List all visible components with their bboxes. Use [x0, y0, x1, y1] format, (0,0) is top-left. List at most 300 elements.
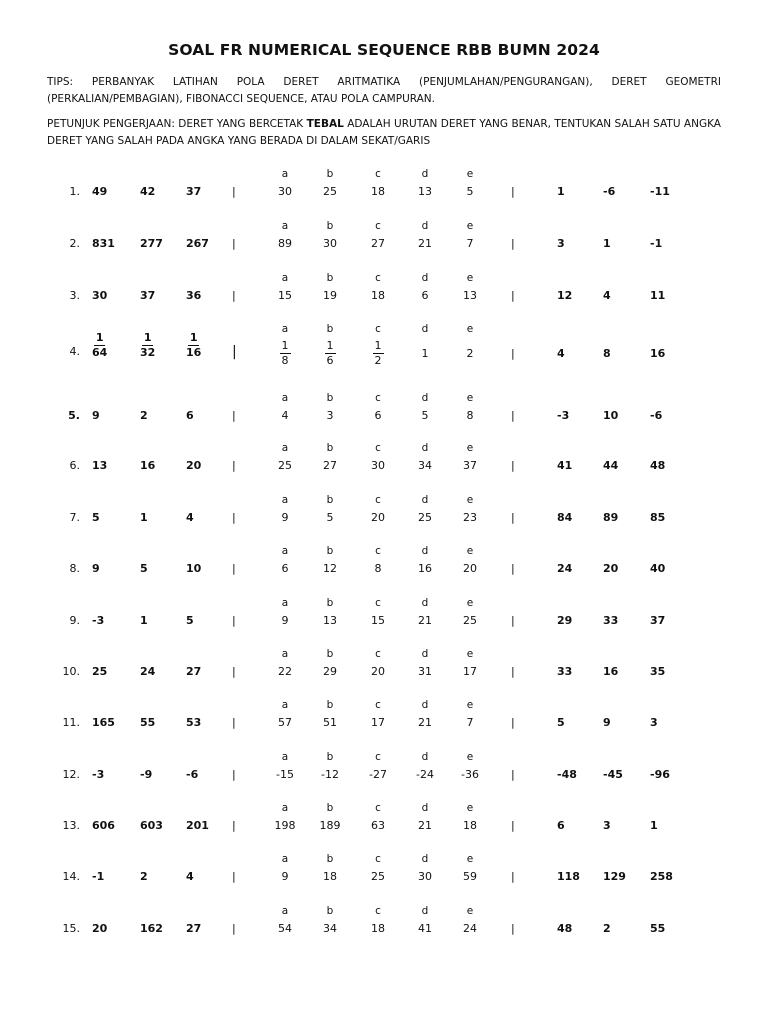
option-letter: d: [421, 699, 429, 711]
problem-row: [0, 853, 768, 903]
option-letter: a: [281, 751, 289, 763]
option-value-fraction: [280, 340, 291, 366]
option-letter: c: [375, 597, 381, 609]
option-letter: e: [466, 751, 474, 763]
option-letter: b: [326, 802, 334, 814]
continuation-term: 84: [557, 511, 573, 524]
option-value: 21: [418, 819, 432, 832]
continuation-term: 16: [650, 347, 666, 360]
problem-number: 8.: [69, 562, 80, 575]
option-value: -15: [276, 768, 294, 781]
option-value: 21: [418, 237, 432, 250]
option-value: 13: [418, 185, 432, 198]
continuation-term: 44: [603, 459, 619, 472]
option-letter: e: [466, 597, 474, 609]
option-letter: c: [375, 648, 381, 660]
problem-row: [0, 494, 768, 544]
sequence-term-numerator: 1: [143, 331, 152, 344]
continuation-term: 3: [557, 237, 565, 250]
continuation-term: 5: [557, 716, 565, 729]
continuation-term: 129: [603, 870, 626, 883]
sequence-term: 1: [140, 614, 148, 627]
option-value: 8: [466, 409, 474, 422]
continuation-term: 89: [603, 511, 619, 524]
sequence-term: 36: [186, 289, 202, 302]
option-value: 18: [463, 819, 477, 832]
continuation-term: 20: [603, 562, 619, 575]
continuation-term: 10: [603, 409, 619, 422]
continuation-term: 40: [650, 562, 666, 575]
sequence-term: 603: [140, 819, 163, 832]
separator-left: |: [232, 409, 236, 422]
option-letter: a: [281, 802, 289, 814]
option-value: 16: [418, 562, 432, 575]
continuation-term: -96: [650, 768, 670, 781]
continuation-term: 258: [650, 870, 673, 883]
option-letter: b: [326, 392, 334, 404]
problem-number: 1.: [69, 185, 80, 198]
problem-number: 2.: [69, 237, 80, 250]
continuation-term: 16: [603, 665, 619, 678]
option-letter: a: [281, 545, 289, 557]
sequence-term: 20: [186, 459, 202, 472]
option-letter: b: [326, 597, 334, 609]
option-value: 41: [418, 922, 432, 935]
continuation-term: 37: [650, 614, 666, 627]
sequence-term: 162: [140, 922, 163, 935]
sequence-term: 267: [186, 237, 209, 250]
option-value: 18: [323, 870, 337, 883]
continuation-term: 118: [557, 870, 580, 883]
option-value: 30: [323, 237, 337, 250]
sequence-term: 5: [92, 511, 100, 524]
problem-row: [0, 220, 768, 270]
problem-number: 12.: [62, 768, 80, 781]
option-value: 51: [323, 716, 337, 729]
instructions-text-after: ADALAH URUTAN DERET YANG BENAR, TENTUKAN SALAH SATU ANGKA DERET YANG SALAH PADA ANGKA YANG BERADA DI DALAM SEKAT/GARIS: [47, 118, 721, 147]
option-letter: e: [466, 905, 474, 917]
separator-left: |: [232, 562, 236, 575]
option-value: 12: [323, 562, 337, 575]
option-value: 34: [323, 922, 337, 935]
option-letter: a: [281, 905, 289, 917]
instructions-text-before: PETUNJUK PENGERJAAN: DERET YANG BERCETAK: [47, 118, 307, 130]
option-letter: d: [421, 802, 429, 814]
continuation-term: 4: [557, 347, 565, 360]
page-title: SOAL FR NUMERICAL SEQUENCE RBB BUMN 2024: [168, 41, 600, 59]
sequence-term: 4: [186, 870, 194, 883]
problem-row: [0, 392, 768, 442]
option-value-fraction: [373, 340, 384, 366]
option-letter: d: [421, 648, 429, 660]
option-value: -36: [461, 768, 479, 781]
option-letter: d: [421, 442, 429, 454]
tips-paragraph: TIPS: PERBANYAK LATIHAN POLA DERET ARITMATIKA (PENJUMLAHAN/PENGURANGAN), DERET GEOMETRI (PERKALIAN/PEMBAGIAN), FIBONACCI SEQUENCE, ATAU POLA CAMPURAN.: [47, 76, 721, 105]
separator-right: |: [511, 511, 515, 524]
continuation-term: 33: [603, 614, 619, 627]
sequence-term: 6: [186, 409, 194, 422]
sequence-term-numerator: 1: [189, 331, 198, 344]
option-value: 4: [281, 409, 289, 422]
option-letter: a: [281, 168, 289, 180]
sequence-term: 5: [140, 562, 148, 575]
option-value: 13: [323, 614, 337, 627]
sequence-term: -9: [140, 768, 153, 781]
option-value: 21: [418, 614, 432, 627]
option-letter: d: [421, 751, 429, 763]
continuation-term: 12: [557, 289, 573, 302]
separator-left: |: [232, 237, 236, 250]
option-value: 25: [278, 459, 292, 472]
sequence-term: 10: [186, 562, 202, 575]
separator-right: |: [511, 768, 515, 781]
continuation-term: 6: [557, 819, 565, 832]
problem-number: 4.: [69, 345, 80, 358]
option-value: 198: [274, 819, 296, 832]
continuation-term: 48: [650, 459, 666, 472]
option-letter: e: [466, 323, 474, 335]
option-letter: e: [466, 220, 474, 232]
continuation-term: 1: [603, 237, 611, 250]
instructions-paragraph: [47, 116, 721, 150]
option-value: 30: [278, 185, 292, 198]
sequence-term: -1: [92, 870, 105, 883]
option-letter: c: [375, 853, 381, 865]
option-letter: c: [375, 392, 381, 404]
option-value-numerator: 1: [326, 339, 334, 352]
sequence-term: 2: [140, 409, 148, 422]
option-letter: a: [281, 853, 289, 865]
option-letter: e: [466, 802, 474, 814]
sequence-term: 49: [92, 185, 108, 198]
option-letter: b: [326, 699, 334, 711]
continuation-term: 9: [603, 716, 611, 729]
option-value-numerator: 1: [281, 339, 289, 352]
option-letter: d: [421, 545, 429, 557]
option-value: 27: [323, 459, 337, 472]
separator-right: |: [511, 716, 515, 729]
continuation-term: 29: [557, 614, 573, 627]
option-letter: a: [281, 442, 289, 454]
option-value-numerator: 1: [374, 339, 382, 352]
option-value: 15: [278, 289, 292, 302]
option-letter: e: [466, 648, 474, 660]
option-letter: d: [421, 905, 429, 917]
option-value: 30: [371, 459, 385, 472]
option-letter: b: [326, 323, 334, 335]
continuation-term: 85: [650, 511, 666, 524]
problem-number: 11.: [62, 716, 80, 729]
continuation-term: -6: [650, 409, 663, 422]
option-letter: a: [281, 648, 289, 660]
option-value: 34: [418, 459, 432, 472]
sequence-term: 25: [92, 665, 108, 678]
option-value: 18: [371, 922, 385, 935]
continuation-term: 41: [557, 459, 573, 472]
continuation-term: 1: [650, 819, 658, 832]
separator-left: |: [232, 185, 236, 198]
option-value: 5: [421, 409, 429, 422]
option-letter: d: [421, 392, 429, 404]
option-value: [305, 339, 355, 366]
separator-left: |: [232, 870, 236, 883]
sequence-term: 9: [92, 409, 100, 422]
option-value: 57: [278, 716, 292, 729]
option-value-denominator: 8: [281, 353, 289, 367]
option-value: 30: [418, 870, 432, 883]
option-value: 19: [323, 289, 337, 302]
option-letter: e: [466, 272, 474, 284]
sequence-term: [186, 331, 201, 358]
sequence-term-denominator: 16: [186, 345, 202, 359]
option-letter: e: [466, 853, 474, 865]
option-letter: a: [281, 699, 289, 711]
option-value-denominator: 6: [326, 353, 334, 367]
option-value: -24: [416, 768, 434, 781]
problem-number: 5.: [68, 409, 80, 422]
problem-number: 15.: [62, 922, 80, 935]
option-value: 18: [371, 289, 385, 302]
sequence-term: 5: [186, 614, 194, 627]
option-value: 9: [281, 511, 289, 524]
option-letter: a: [281, 494, 289, 506]
continuation-term: 4: [603, 289, 611, 302]
option-value: 7: [466, 716, 474, 729]
sequence-term: 24: [140, 665, 156, 678]
continuation-term: 35: [650, 665, 666, 678]
problem-row: [0, 648, 768, 698]
option-value: 5: [326, 511, 334, 524]
continuation-term: -3: [557, 409, 570, 422]
option-letter: e: [466, 392, 474, 404]
option-value: 89: [278, 237, 292, 250]
separator-right: |: [511, 562, 515, 575]
option-value: 23: [463, 511, 477, 524]
separator-right: |: [511, 409, 515, 422]
option-value: -12: [321, 768, 339, 781]
problem-row: [0, 168, 768, 218]
continuation-term: 48: [557, 922, 573, 935]
option-value: 6: [374, 409, 382, 422]
continuation-term: -11: [650, 185, 670, 198]
option-letter: b: [326, 751, 334, 763]
option-letter: c: [375, 905, 381, 917]
option-letter: c: [375, 220, 381, 232]
option-letter: e: [466, 699, 474, 711]
option-letter: d: [421, 220, 429, 232]
option-value: 20: [371, 665, 385, 678]
sequence-term: 37: [140, 289, 156, 302]
option-letter: d: [421, 494, 429, 506]
option-letter: b: [326, 494, 334, 506]
option-value: [260, 339, 310, 366]
option-letter: a: [281, 272, 289, 284]
sequence-term: 42: [140, 185, 156, 198]
option-value: 63: [371, 819, 385, 832]
separator-right: |: [511, 614, 515, 627]
separator-right: |: [511, 922, 515, 935]
separator-left: |: [232, 289, 236, 302]
option-value: 17: [371, 716, 385, 729]
sequence-term: 1: [140, 511, 148, 524]
sequence-term-fraction: [186, 332, 201, 358]
separator-left: |: [232, 922, 236, 935]
problem-row: [0, 597, 768, 647]
problem-number: 14.: [62, 870, 80, 883]
option-value: 31: [418, 665, 432, 678]
problem-number: 13.: [62, 819, 80, 832]
separator-right: |: [511, 237, 515, 250]
sequence-term: 20: [92, 922, 108, 935]
continuation-term: 33: [557, 665, 573, 678]
option-letter: a: [281, 392, 289, 404]
option-letter: c: [375, 545, 381, 557]
option-letter: e: [466, 494, 474, 506]
problem-row: [0, 323, 768, 373]
option-value: 13: [463, 289, 477, 302]
separator-right: |: [511, 185, 515, 198]
continuation-term: 2: [603, 922, 611, 935]
option-letter: c: [375, 272, 381, 284]
problem-row: [0, 545, 768, 595]
option-value: 22: [278, 665, 292, 678]
option-letter: c: [375, 802, 381, 814]
sequence-term: 201: [186, 819, 209, 832]
sequence-term: 55: [140, 716, 156, 729]
option-value: [353, 339, 403, 366]
separator-right: |: [511, 819, 515, 832]
sequence-term: -6: [186, 768, 199, 781]
sequence-term-denominator: 64: [92, 345, 108, 359]
sequence-term: 9: [92, 562, 100, 575]
continuation-term: -48: [557, 768, 577, 781]
continuation-term: 3: [603, 819, 611, 832]
sequence-term: 27: [186, 922, 202, 935]
sequence-term: 831: [92, 237, 115, 250]
separator-right: |: [511, 665, 515, 678]
problem-number: 9.: [69, 614, 80, 627]
separator-left: |: [232, 716, 236, 729]
option-letter: c: [375, 699, 381, 711]
option-letter: a: [281, 323, 289, 335]
option-value: 25: [418, 511, 432, 524]
sequence-term: 165: [92, 716, 115, 729]
option-value: 20: [463, 562, 477, 575]
problem-number: 10.: [62, 665, 80, 678]
problem-row: [0, 699, 768, 749]
problem-number: 3.: [69, 289, 80, 302]
separator-left: |: [232, 614, 236, 627]
sequence-term: 277: [140, 237, 163, 250]
separator-left: |: [232, 665, 236, 678]
option-value: 25: [371, 870, 385, 883]
option-letter: a: [281, 597, 289, 609]
sequence-term: [140, 331, 155, 358]
sequence-term: [92, 331, 107, 358]
option-letter: b: [326, 442, 334, 454]
option-value: 27: [371, 237, 385, 250]
option-letter: d: [421, 597, 429, 609]
option-value: 9: [281, 870, 289, 883]
option-letter: a: [281, 220, 289, 232]
option-letter: b: [326, 272, 334, 284]
separator-left: |: [232, 459, 236, 472]
option-value-denominator: 2: [374, 353, 382, 367]
option-value-fraction: [325, 340, 336, 366]
continuation-term: 55: [650, 922, 666, 935]
option-letter: b: [326, 853, 334, 865]
separator-left: |: [232, 344, 237, 360]
problem-row: [0, 802, 768, 852]
option-letter: b: [326, 220, 334, 232]
option-value: 17: [463, 665, 477, 678]
continuation-term: -6: [603, 185, 616, 198]
problem-number: 7.: [69, 511, 80, 524]
option-letter: c: [375, 323, 381, 335]
sequence-term: 37: [186, 185, 202, 198]
continuation-term: 24: [557, 562, 573, 575]
option-value: 59: [463, 870, 477, 883]
sequence-term-denominator: 32: [140, 345, 156, 359]
continuation-term: 11: [650, 289, 666, 302]
problem-row: [0, 751, 768, 801]
continuation-term: -45: [603, 768, 623, 781]
option-letter: d: [421, 168, 429, 180]
option-value: 25: [323, 185, 337, 198]
separator-right: |: [511, 347, 515, 360]
separator-left: |: [232, 768, 236, 781]
sequence-term-numerator: 1: [95, 331, 104, 344]
sequence-term: 606: [92, 819, 115, 832]
option-value: 5: [466, 185, 474, 198]
option-letter: d: [421, 853, 429, 865]
sequence-term: 53: [186, 716, 202, 729]
separator-right: |: [511, 870, 515, 883]
option-value: 7: [466, 237, 474, 250]
continuation-term: 1: [557, 185, 565, 198]
sequence-term-fraction: [92, 332, 107, 358]
option-value: 18: [371, 185, 385, 198]
option-letter: b: [326, 545, 334, 557]
separator-left: |: [232, 819, 236, 832]
option-value: 29: [323, 665, 337, 678]
option-value: 21: [418, 716, 432, 729]
sequence-term: 2: [140, 870, 148, 883]
separator-right: |: [511, 289, 515, 302]
problem-row: [0, 272, 768, 322]
option-value: 189: [319, 819, 341, 832]
option-value: -27: [369, 768, 387, 781]
option-value: 8: [374, 562, 382, 575]
sequence-term: -3: [92, 614, 105, 627]
option-letter: c: [375, 751, 381, 763]
separator-left: |: [232, 511, 236, 524]
sequence-term: 16: [140, 459, 156, 472]
continuation-term: -1: [650, 237, 663, 250]
option-value: 15: [371, 614, 385, 627]
separator-right: |: [511, 459, 515, 472]
instructions-bold-word: TEBAL: [306, 118, 344, 130]
sequence-term: 27: [186, 665, 202, 678]
continuation-term: 3: [650, 716, 658, 729]
option-letter: e: [466, 545, 474, 557]
option-value: 37: [463, 459, 477, 472]
option-value: 3: [326, 409, 334, 422]
sequence-term: 30: [92, 289, 108, 302]
sequence-term-fraction: [140, 332, 155, 358]
option-letter: b: [326, 648, 334, 660]
option-value: 24: [463, 922, 477, 935]
